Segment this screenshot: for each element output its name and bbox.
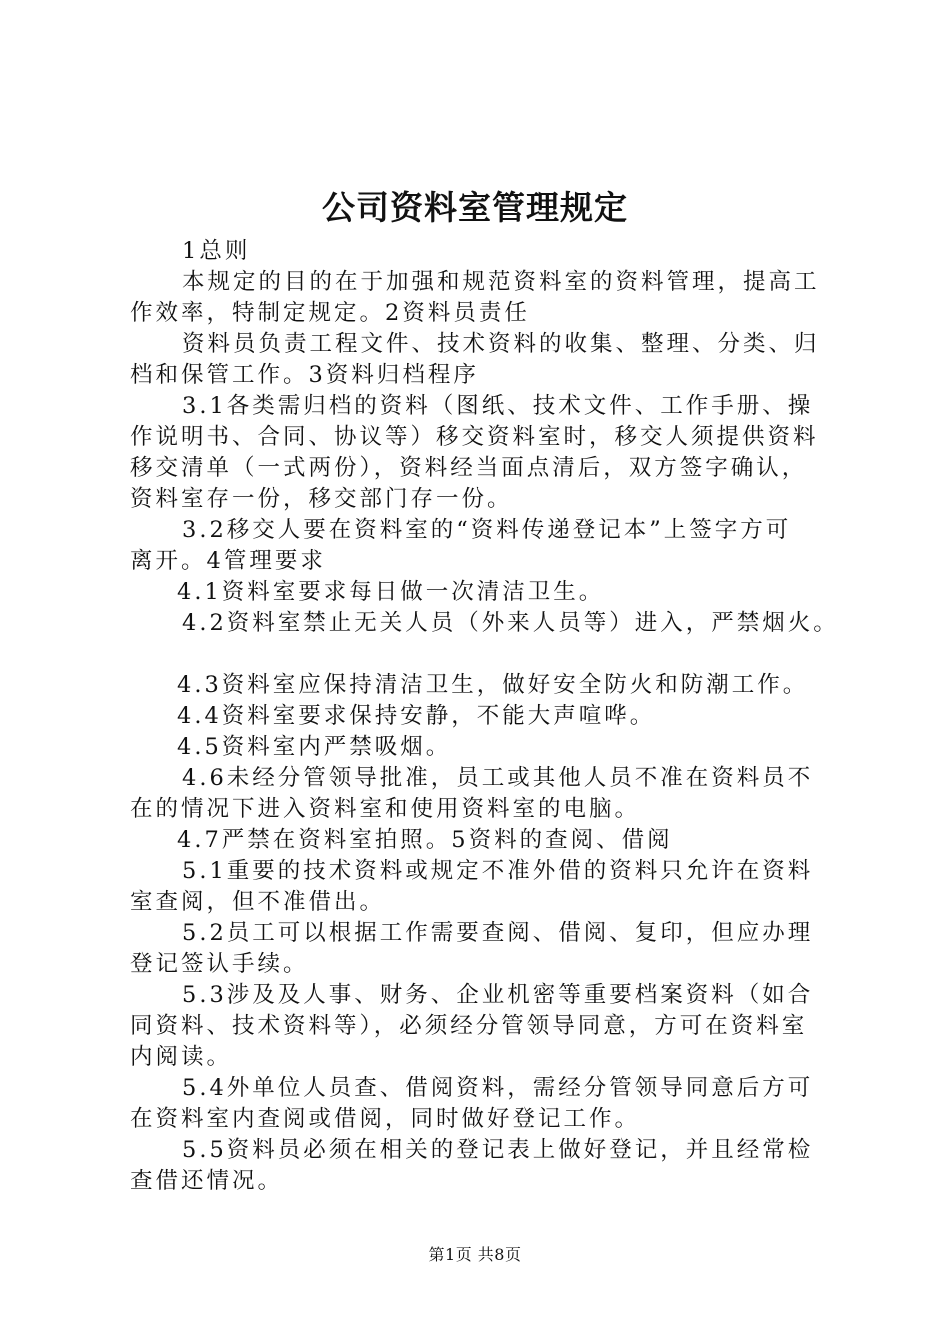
blank-line bbox=[130, 639, 842, 670]
paragraph-line: 4.6未经分管领导批准，员工或其他人员不准在资料员不 bbox=[182, 765, 814, 791]
paragraph-line: 5.2员工可以根据工作需要查阅、借阅、复印，但应办理 bbox=[182, 920, 814, 946]
paragraph-line: 作说明书、合同、协议等）移交资料室时，移交人须提供资料 bbox=[130, 424, 819, 450]
paragraph-line: 室查阅，但不准借出。 bbox=[130, 889, 386, 915]
paragraph-line: 离开。4管理要求 bbox=[130, 548, 326, 574]
paragraph-line: 在的情况下进入资料室和使用资料室的电脑。 bbox=[130, 796, 641, 822]
paragraph-line: 5.5资料员必须在相关的登记表上做好登记，并且经常检 bbox=[182, 1137, 814, 1163]
paragraph-line: 资料室存一份，移交部门存一份。 bbox=[130, 486, 513, 512]
paragraph-line: 在资料室内查阅或借阅，同时做好登记工作。 bbox=[130, 1106, 641, 1132]
section-heading: 1总则 bbox=[182, 238, 251, 264]
paragraph-line: 内阅读。 bbox=[130, 1044, 233, 1070]
paragraph-line: 档和保管工作。3资料归档程序 bbox=[130, 362, 479, 388]
paragraph-line: 登记签认手续。 bbox=[130, 951, 309, 977]
paragraph-line: 5.3涉及及人事、财务、企业机密等重要档案资料（如合 bbox=[182, 982, 814, 1008]
paragraph-line: 4.5资料室内严禁吸烟。 bbox=[177, 734, 452, 760]
paragraph-line: 本规定的目的在于加强和规范资料室的资料管理，提高工 bbox=[182, 269, 820, 295]
paragraph-line: 5.4外单位人员查、借阅资料，需经分管领导同意后方可 bbox=[182, 1075, 814, 1101]
paragraph-line: 3.1各类需归档的资料（图纸、技术文件、工作手册、操 bbox=[182, 393, 814, 419]
paragraph-line: 4.7严禁在资料室拍照。5资料的查阅、借阅 bbox=[177, 827, 673, 853]
page-footer: 第1页 共8页 bbox=[428, 1245, 522, 1264]
paragraph-line: 4.4资料室要求保持安静，不能大声喧哗。 bbox=[177, 703, 656, 729]
paragraph-line: 移交清单（一式两份），资料经当面点清后，双方签字确认， bbox=[130, 455, 808, 481]
paragraph-line: 5.1重要的技术资料或规定不准外借的资料只允许在资料 bbox=[182, 858, 814, 884]
paragraph-line: 作效率，特制定规定。2资料员责任 bbox=[130, 300, 530, 326]
paragraph-line: 资料员负责工程文件、技术资料的收集、整理、分类、归 bbox=[182, 331, 820, 357]
paragraph-line: 查借还情况。 bbox=[130, 1168, 284, 1194]
paragraph-line: 3.2移交人要在资料室的“资料传递登记本”上签字方可 bbox=[182, 517, 792, 543]
paragraph-line: 同资料、技术资料等），必须经分管领导同意，方可在资料室 bbox=[130, 1013, 808, 1039]
paragraph-line: 4.3资料室应保持清洁卫生，做好安全防火和防潮工作。 bbox=[177, 672, 809, 698]
document-title: 公司资料室管理规定 bbox=[322, 188, 628, 227]
paragraph-line: 4.1资料室要求每日做一次清洁卫生。 bbox=[177, 579, 605, 605]
document-body bbox=[130, 236, 842, 1197]
paragraph-line: 4.2资料室禁止无关人员（外来人员等）进入，严禁烟火。 bbox=[182, 610, 839, 636]
